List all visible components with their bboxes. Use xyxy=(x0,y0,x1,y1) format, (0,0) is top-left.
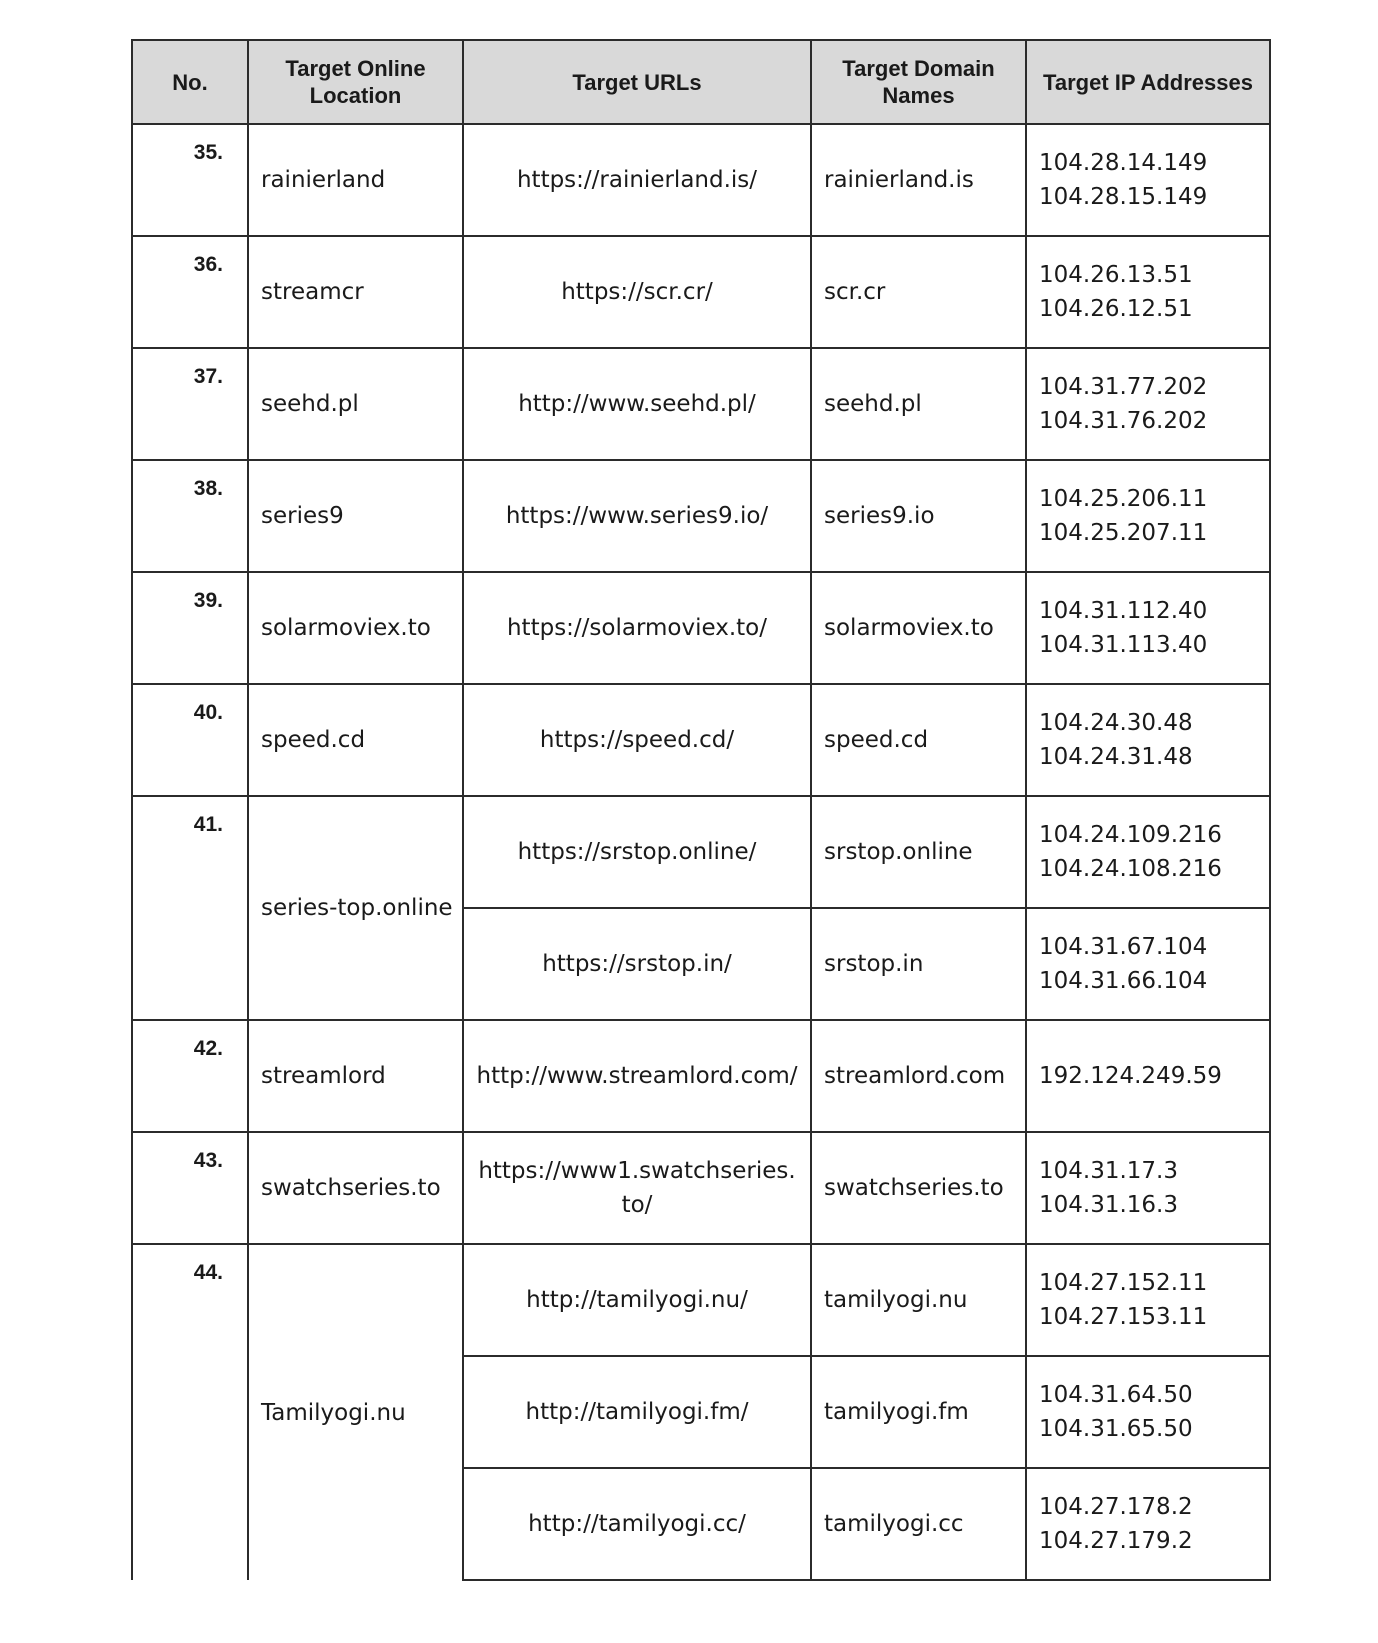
row-number: 38. xyxy=(132,460,248,572)
target-url: http://tamilyogi.nu/ xyxy=(463,1244,811,1356)
target-location: solarmoviex.to xyxy=(248,572,463,684)
target-url: https://srstop.online/ xyxy=(463,796,811,908)
table-row xyxy=(132,236,1270,348)
target-ips xyxy=(1026,1132,1270,1244)
ip-address: 192.124.249.59 xyxy=(1039,1063,1222,1089)
table-row xyxy=(132,460,1270,572)
header-domains: Target Domain Names xyxy=(811,40,1026,124)
table-row xyxy=(132,796,1270,908)
target-location: streamlord xyxy=(248,1020,463,1132)
target-domain: rainierland.is xyxy=(811,124,1026,236)
target-ips xyxy=(1026,460,1270,572)
target-ips xyxy=(1026,1356,1270,1468)
target-domain: swatchseries.to xyxy=(811,1132,1026,1244)
table-row xyxy=(132,1132,1270,1244)
ip-address: 104.25.207.11 xyxy=(1039,520,1208,546)
target-ips xyxy=(1026,1468,1270,1580)
ip-address: 104.31.65.50 xyxy=(1039,1416,1193,1442)
header-row xyxy=(132,40,1270,124)
target-ips xyxy=(1026,684,1270,796)
ip-address: 104.28.15.149 xyxy=(1039,184,1208,210)
target-location: rainierland xyxy=(248,124,463,236)
target-domain: solarmoviex.to xyxy=(811,572,1026,684)
target-domain: speed.cd xyxy=(811,684,1026,796)
target-url: http://www.seehd.pl/ xyxy=(463,348,811,460)
row-number: 39. xyxy=(132,572,248,684)
target-location: speed.cd xyxy=(248,684,463,796)
target-url: https://www.series9.io/ xyxy=(463,460,811,572)
row-number: 37. xyxy=(132,348,248,460)
target-ips xyxy=(1026,236,1270,348)
header-urls: Target URLs xyxy=(463,40,811,124)
row-number: 36. xyxy=(132,236,248,348)
table-row xyxy=(132,1020,1270,1132)
target-domain: srstop.online xyxy=(811,796,1026,908)
ip-address: 104.27.179.2 xyxy=(1039,1528,1193,1554)
table-row xyxy=(132,348,1270,460)
ip-address: 104.24.31.48 xyxy=(1039,744,1193,770)
target-url: https://rainierland.is/ xyxy=(463,124,811,236)
target-url: http://www.streamlord.com/ xyxy=(463,1020,811,1132)
table-row xyxy=(132,684,1270,796)
ip-address: 104.31.64.50 xyxy=(1039,1382,1193,1408)
target-ips xyxy=(1026,908,1270,1020)
target-location: series-top.online xyxy=(248,796,463,1020)
table-body xyxy=(132,124,1270,1580)
header-no: No. xyxy=(132,40,248,124)
ip-address: 104.24.108.216 xyxy=(1039,856,1222,882)
target-location: series9 xyxy=(248,460,463,572)
ip-address: 104.31.77.202 xyxy=(1039,374,1208,400)
target-domain: series9.io xyxy=(811,460,1026,572)
ip-address: 104.27.153.11 xyxy=(1039,1304,1208,1330)
ip-address: 104.31.67.104 xyxy=(1039,934,1208,960)
ip-address: 104.26.13.51 xyxy=(1039,262,1193,288)
target-ips xyxy=(1026,796,1270,908)
target-table xyxy=(131,39,1271,1581)
ip-address: 104.31.16.3 xyxy=(1039,1192,1178,1218)
ip-address: 104.27.178.2 xyxy=(1039,1494,1193,1520)
row-number: 41. xyxy=(132,796,248,1020)
ip-address: 104.27.152.11 xyxy=(1039,1270,1208,1296)
ip-address: 104.26.12.51 xyxy=(1039,296,1193,322)
target-url: https://www1.swatchseries.to/ xyxy=(463,1132,811,1244)
target-url: http://tamilyogi.fm/ xyxy=(463,1356,811,1468)
ip-address: 104.24.30.48 xyxy=(1039,710,1193,736)
target-ips xyxy=(1026,1244,1270,1356)
target-location: streamcr xyxy=(248,236,463,348)
target-ips xyxy=(1026,124,1270,236)
target-domain: streamlord.com xyxy=(811,1020,1026,1132)
target-url: https://scr.cr/ xyxy=(463,236,811,348)
row-number: 42. xyxy=(132,1020,248,1132)
header-ips: Target IP Addresses xyxy=(1026,40,1270,124)
target-domain: srstop.in xyxy=(811,908,1026,1020)
row-number: 43. xyxy=(132,1132,248,1244)
header-location: Target Online Location xyxy=(248,40,463,124)
ip-address: 104.28.14.149 xyxy=(1039,150,1208,176)
target-location: swatchseries.to xyxy=(248,1132,463,1244)
target-domain: tamilyogi.cc xyxy=(811,1468,1026,1580)
ip-address: 104.31.76.202 xyxy=(1039,408,1208,434)
ip-address: 104.31.113.40 xyxy=(1039,632,1208,658)
table-row xyxy=(132,1244,1270,1356)
table-row xyxy=(132,572,1270,684)
target-ips xyxy=(1026,572,1270,684)
target-domain: tamilyogi.fm xyxy=(811,1356,1026,1468)
target-location: Tamilyogi.nu xyxy=(248,1244,463,1580)
row-number: 35. xyxy=(132,124,248,236)
target-url: http://tamilyogi.cc/ xyxy=(463,1468,811,1580)
ip-address: 104.31.112.40 xyxy=(1039,598,1208,624)
row-number: 40. xyxy=(132,684,248,796)
ip-address: 104.25.206.11 xyxy=(1039,486,1208,512)
target-domain: seehd.pl xyxy=(811,348,1026,460)
target-ips xyxy=(1026,1020,1270,1132)
target-url: https://solarmoviex.to/ xyxy=(463,572,811,684)
ip-address: 104.31.17.3 xyxy=(1039,1158,1178,1184)
ip-address: 104.24.109.216 xyxy=(1039,822,1222,848)
target-domain: scr.cr xyxy=(811,236,1026,348)
target-domain: tamilyogi.nu xyxy=(811,1244,1026,1356)
ip-address: 104.31.66.104 xyxy=(1039,968,1208,994)
table-row xyxy=(132,124,1270,236)
table-header xyxy=(132,40,1270,124)
target-ips xyxy=(1026,348,1270,460)
target-location: seehd.pl xyxy=(248,348,463,460)
target-url: https://speed.cd/ xyxy=(463,684,811,796)
row-number: 44. xyxy=(132,1244,248,1580)
target-url: https://srstop.in/ xyxy=(463,908,811,1020)
